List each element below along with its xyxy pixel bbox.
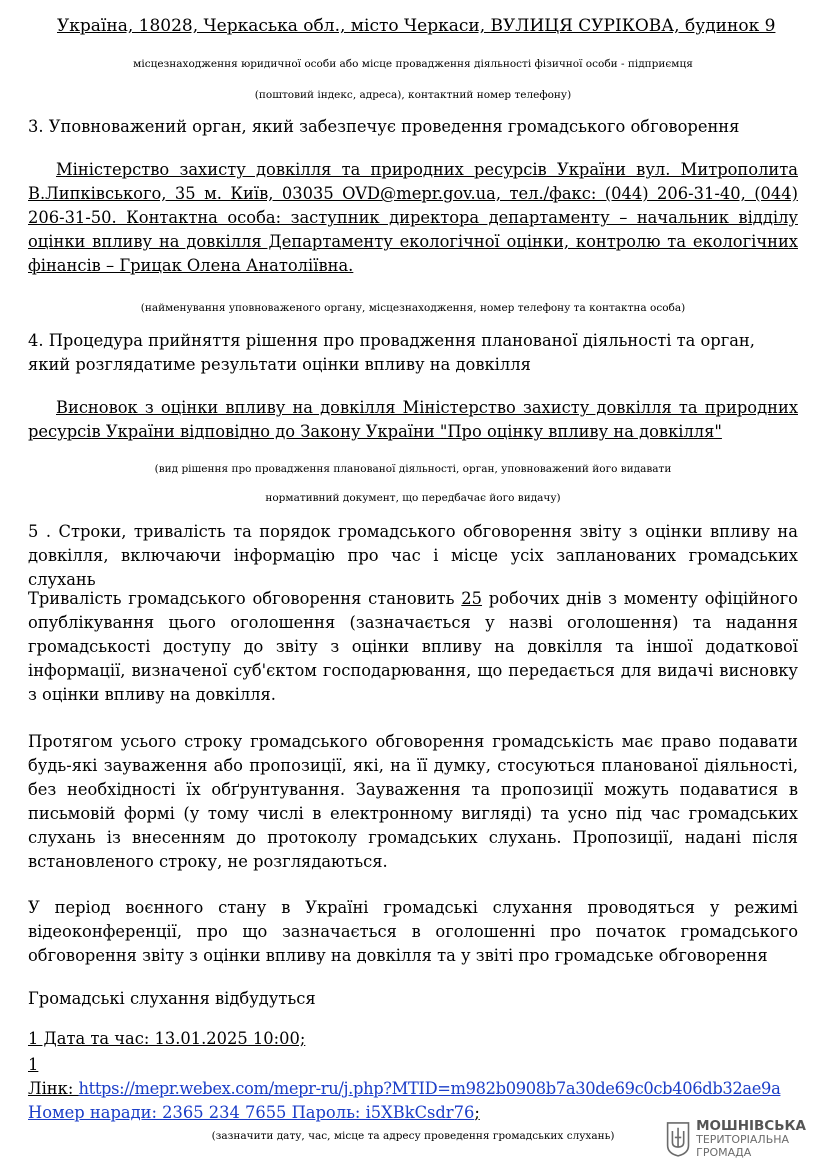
section-4-body: Висновок з оцінки впливу на довкілля Міністерство захисту довкілля та природних ресурсів України відповідно до Закону України "Про оцінку впливу на довкілля": [28, 398, 798, 441]
logo-text: [696, 1117, 806, 1159]
duration-days: 25: [461, 589, 483, 608]
duration-text-start: Тривалість громадського обговорення становить: [28, 589, 462, 608]
section-3-heading: 3. Уповноважений орган, який забезпечує проведення громадського обговорення: [28, 117, 740, 136]
section-5-note: (зазначити дату, час, місце та адресу проведення громадських слухань): [211, 1130, 615, 1142]
meeting-credentials[interactable]: Номер наради: 2365 234 7655 Пароль: i5XBkCsdr76: [28, 1103, 475, 1122]
link-label: Лінк:: [28, 1079, 79, 1098]
community-logo: [666, 1116, 806, 1162]
logo-line-2: ТЕРИТОРІАЛЬНА: [696, 1132, 790, 1146]
meeting-info-line: [28, 1101, 480, 1125]
hearing-link-line: [28, 1077, 798, 1101]
coat-of-arms-icon: [666, 1117, 690, 1161]
section-5-paragraph-3: У період воєнного стану в Україні громадські слухання проводяться у режимі відеоконференції, про що зазначається в оголошенні про початок громадського обговорення звіту з оцінки впливу на довкілля та у звіті про громадське обговорення: [28, 898, 798, 965]
section-3-body: Міністерство захисту довкілля та природних ресурсів України вул. Митрополита В.Липківського, 35 м. Київ, 03035 OVD@mepr.gov.ua, тел./факс: (044) 206-31-40, (044) 206-31-50. Контактна особа: заступник директора департаменту – начальник відділу оцінки впливу на довкілля Департаменту екологічної оцінки, контролю та екологічних фінансів – Грицак Олена Анатоліївна.: [28, 160, 798, 275]
duration-text-end: робочих днів з моменту офіційного опублікування цього оголошення (зазначається у назві оголошення) та надання громадськості доступу до звіту з оцінки впливу на довкілля та іншої додаткової інформації, визначеної суб'єктом господарювання, що передається для видачі висновку з оцінки впливу на довкілля.: [28, 589, 798, 704]
address-note-1: місцезнаходження юридичної особи або місце провадження діяльності фізичної особи - підприємця: [133, 58, 693, 70]
hearings-intro: Громадські слухання відбудуться: [28, 989, 316, 1008]
hearing-datetime: 1 Дата та час: 13.01.2025 10:00;: [28, 1029, 306, 1048]
meeting-info-end: ;: [474, 1103, 480, 1122]
section-4-note-1: (вид рішення про провадження планованої діяльності, орган, уповноважений його видавати: [154, 463, 672, 475]
webex-link[interactable]: https://mepr.webex.com/mepr-ru/j.php?MTID=m982b0908b7a30de69c0cb406db32ae9a: [78, 1079, 781, 1098]
section-4-note-2: нормативний документ, що передбачає його видачу): [265, 492, 561, 504]
logo-line-3: ГРОМАДА: [696, 1145, 752, 1159]
logo-line-1: МОШНІВСЬКА: [696, 1117, 806, 1134]
section-4-heading: 4. Процедура прийняття рішення про провадження планованої діяльності та орган, який розглядатиме результати оцінки впливу на довкілля: [28, 331, 755, 374]
section-5-paragraph-1: [28, 587, 798, 707]
address-note-2: (поштовий індекс, адреса), контактний номер телефону): [254, 89, 572, 101]
section-5-heading: 5 . Строки, тривалість та порядок громадського обговорення звіту з оцінки впливу на довкілля, включаючи інформацію про час і місце усіх запланованих громадських слухань: [28, 522, 798, 589]
section-3-note: (найменування уповноваженого органу, місцезнаходження, номер телефону та контактна особа): [140, 302, 686, 314]
address: Україна, 18028, Черкаська обл., місто Черкаси, ВУЛИЦЯ СУРІКОВА, будинок 9: [57, 16, 776, 36]
section-5-paragraph-2: Протягом усього строку громадського обговорення громадськість має право подавати будь-які зауваження або пропозиції, які, на її думку, стосуються планованої діяльності, без необхідності їх обґрунтування. Зауваження та пропозиції можуть подаватися в письмовій формі (у тому числі в електронному вигляді) та усно під час громадських слухань із внесенням до протоколу громадських слухань. Пропозиції, надані після встановленого строку, не розглядаються.: [28, 732, 798, 871]
hearing-number: 1: [28, 1055, 39, 1074]
